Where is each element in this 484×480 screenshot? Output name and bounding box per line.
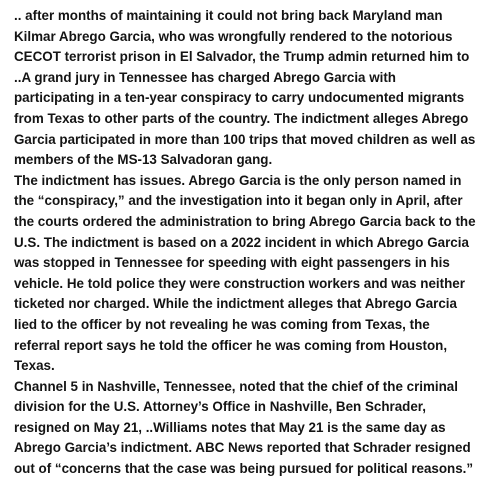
paragraph-2: The indictment has issues. Abrego Garcia is the only person named in the “conspiracy,” and the investigation into it began only in April, after the courts ordered the administration to bring Abrego Garcia back to the U.S. The indictment is based on a 2022 incident in which Abrego Garcia was stopped in Tennessee for speeding with eight passengers in his vehicle. He told police they were construction workers and was neither ticketed nor charged. While the indictment alleges that Abrego Garcia lied to the officer by not revealing he was coming from Texas, the referral report says he told the officer he was coming from Houston, Texas. xyxy=(14,172,476,374)
paragraph-1: .. after months of maintaining it could not bring back Maryland man Kilmar Abrego Garcia, who was wrongfully rendered to the notorious CECOT terrorist prison in El Salvador, the Trump admin returned him to ..A grand jury in Tennessee has charged Abrego Garcia with participating in a ten-year conspiracy to carry undocumented migrants from Texas to other parts of the country. The indictment alleges Abrego Garcia participated in more than 100 trips that moved children as well as members of the MS-13 Salvadoran gang. xyxy=(14,8,476,168)
paragraph-3: Channel 5 in Nashville, Tennessee, noted that the chief of the criminal division for the U.S. Attorney’s Office in Nashville, Ben Schrader, resigned on May 21, ..Williams notes that May 21 is the same day as Abrego Garcia’s indictment. ABC News reported that Schrader resigned out of “concerns that the case was being pursued for political reasons.” xyxy=(14,378,474,477)
article-text xyxy=(14,6,476,480)
